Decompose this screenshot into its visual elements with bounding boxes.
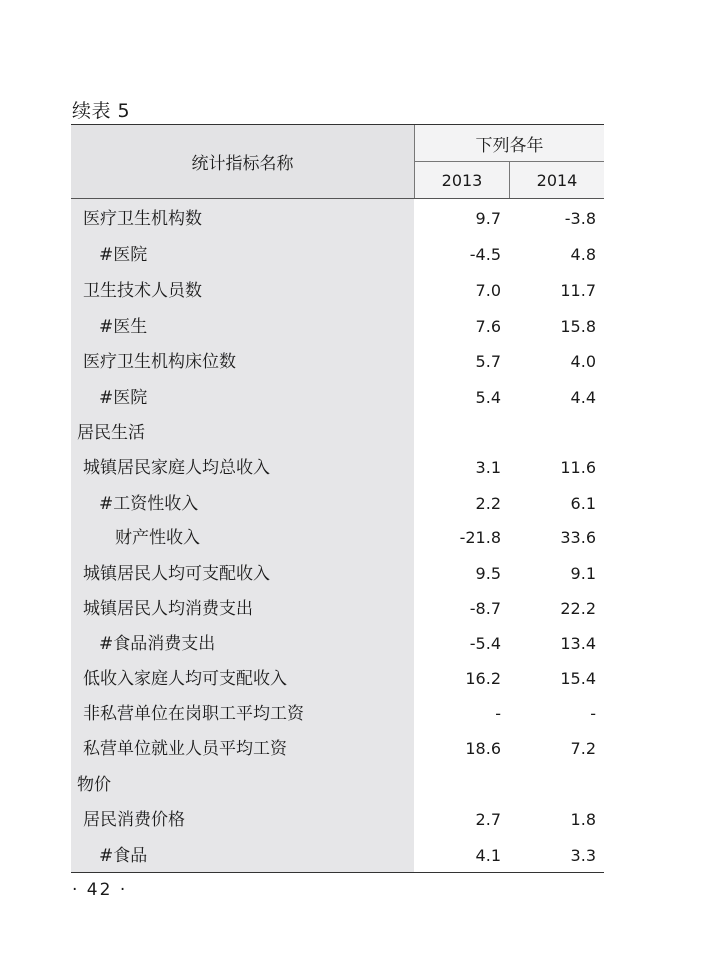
- table-row: [71, 204, 604, 234]
- value-2013: [431, 770, 501, 800]
- statistics-table: [71, 124, 604, 873]
- table-row: [71, 523, 604, 553]
- row-label: 医疗卫生机构床位数: [83, 352, 236, 372]
- table-row: [71, 383, 604, 413]
- row-label: #工资性收入: [99, 494, 199, 514]
- value-2014: 11.7: [560, 281, 596, 300]
- table-body: [71, 199, 604, 873]
- table-row: [71, 805, 604, 835]
- value-2014: 15.4: [560, 669, 596, 688]
- value-2014: 22.2: [560, 599, 596, 618]
- value-2013: -5.4: [469, 634, 501, 653]
- value-2013: 5.4: [475, 388, 501, 407]
- row-label: #食品: [99, 846, 148, 866]
- value-2013: 9.5: [475, 564, 501, 583]
- value-2013: 2.7: [475, 810, 501, 829]
- value-2013: 7.0: [475, 281, 501, 300]
- table-row: [71, 699, 604, 729]
- value-2014: [526, 418, 596, 448]
- row-label: 财产性收入: [115, 528, 200, 548]
- row-label: 低收入家庭人均可支配收入: [83, 669, 287, 689]
- value-2014: 15.8: [560, 317, 596, 336]
- value-2014: 13.4: [560, 634, 596, 653]
- value-2014: 4.0: [570, 352, 596, 371]
- table-caption: 续表 5: [72, 100, 131, 122]
- value-2014: 1.8: [570, 810, 596, 829]
- table-row: [71, 489, 604, 519]
- table-row: [71, 418, 604, 448]
- row-label: 物价: [77, 775, 111, 795]
- row-label: 城镇居民家庭人均总收入: [83, 458, 270, 478]
- value-2013: 18.6: [465, 739, 501, 758]
- row-label: 非私营单位在岗职工平均工资: [83, 704, 304, 724]
- value-2013: -21.8: [459, 528, 501, 547]
- value-2014: 3.3: [570, 846, 596, 865]
- value-2014: 7.2: [570, 739, 596, 758]
- value-2013: [431, 418, 501, 448]
- table-row: [71, 594, 604, 624]
- row-label: 城镇居民人均消费支出: [83, 599, 253, 619]
- value-2013: 2.2: [475, 494, 501, 513]
- value-2014: -: [590, 704, 596, 723]
- value-2013: -8.7: [469, 599, 501, 618]
- years-group-header: 下列各年: [415, 125, 604, 162]
- value-2014: 4.8: [570, 245, 596, 264]
- value-2013: 5.7: [475, 352, 501, 371]
- table-row: [71, 734, 604, 764]
- row-label: 城镇居民人均可支配收入: [83, 564, 270, 584]
- row-label: #医院: [99, 245, 148, 265]
- value-2013: 3.1: [475, 458, 501, 477]
- value-2014: 4.4: [570, 388, 596, 407]
- page-number: · 42 ·: [72, 880, 128, 900]
- value-2014: [526, 770, 596, 800]
- table-row: [71, 559, 604, 589]
- row-label: #医生: [99, 317, 148, 337]
- table-row: [71, 240, 604, 270]
- value-2014: -3.8: [564, 209, 596, 228]
- table-row: [71, 453, 604, 483]
- value-2013: 9.7: [475, 209, 501, 228]
- value-2013: 4.1: [475, 846, 501, 865]
- value-2014: 33.6: [560, 528, 596, 547]
- value-2013: 7.6: [475, 317, 501, 336]
- year-header-2013: 2013: [415, 162, 510, 198]
- row-label: 私营单位就业人员平均工资: [83, 739, 287, 759]
- value-2013: -: [495, 704, 501, 723]
- row-label: 卫生技术人员数: [83, 281, 202, 301]
- row-label: 居民消费价格: [83, 810, 185, 830]
- table-row: [71, 841, 604, 871]
- row-label: #医院: [99, 388, 148, 408]
- table-row: [71, 347, 604, 377]
- value-2014: 11.6: [560, 458, 596, 477]
- indicator-name-header: 统计指标名称: [71, 125, 415, 198]
- value-2014: 9.1: [570, 564, 596, 583]
- table-row: [71, 312, 604, 342]
- table-row: [71, 664, 604, 694]
- table-header: [71, 124, 604, 199]
- value-2013: 16.2: [465, 669, 501, 688]
- value-2013: -4.5: [469, 245, 501, 264]
- year-header-2014: 2014: [510, 162, 604, 198]
- table-row: [71, 629, 604, 659]
- row-label: #食品消费支出: [99, 634, 216, 654]
- row-label: 居民生活: [77, 423, 145, 443]
- value-2014: 6.1: [570, 494, 596, 513]
- table-row: [71, 770, 604, 800]
- table-row: [71, 276, 604, 306]
- row-label: 医疗卫生机构数: [83, 209, 202, 229]
